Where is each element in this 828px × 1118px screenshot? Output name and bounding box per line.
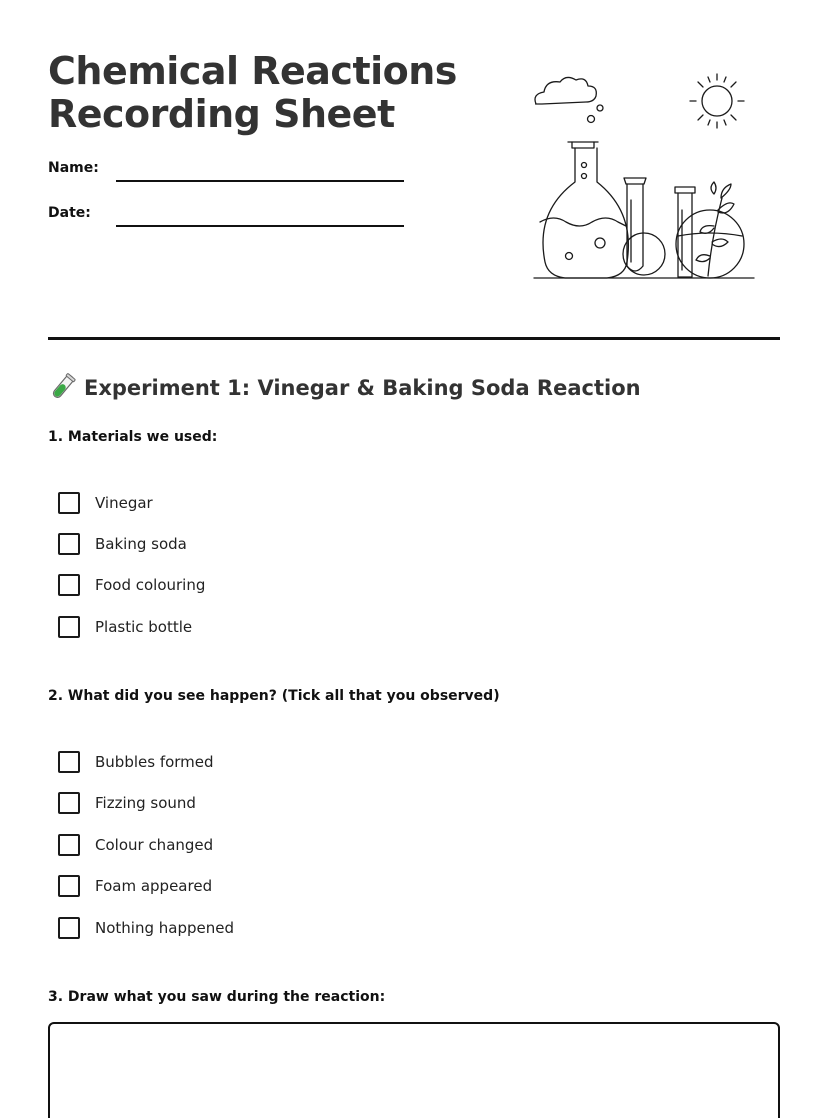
test-tube-stand-icon — [623, 178, 665, 275]
experiment-heading — [48, 373, 641, 403]
section-divider — [48, 337, 780, 340]
date-field[interactable] — [116, 225, 404, 227]
checkbox-label: Nothing happened — [95, 919, 234, 937]
checkbox-row-bubbles[interactable] — [58, 750, 214, 774]
question-2-label: 2. What did you see happen? (Tick all that you observed) — [48, 688, 500, 704]
name-field[interactable] — [116, 180, 404, 182]
checkbox-label: Vinegar — [95, 494, 153, 512]
checkbox-row-fizzing[interactable] — [58, 791, 196, 815]
checkbox-row-food-colouring[interactable] — [58, 573, 205, 597]
question-3-label: 3. Draw what you saw during the reaction: — [48, 989, 386, 1005]
checkbox-row-vinegar[interactable] — [58, 491, 153, 515]
plant-bowl-icon — [676, 182, 744, 278]
experiment-title: Experiment 1: Vinegar & Baking Soda Reaction — [84, 376, 641, 400]
checkbox-label: Foam appeared — [95, 877, 213, 895]
checkbox[interactable] — [58, 533, 80, 555]
title-line-1: Chemical Reactions — [48, 49, 457, 93]
checkbox-row-plastic-bottle[interactable] — [58, 615, 192, 639]
checkbox[interactable] — [58, 616, 80, 638]
title-line-2: Recording Sheet — [48, 92, 395, 136]
drawing-area[interactable] — [48, 1022, 780, 1118]
date-label: Date: — [48, 205, 91, 221]
checkbox-label: Colour changed — [95, 836, 214, 854]
question-1-label: 1. Materials we used: — [48, 429, 218, 445]
checkbox[interactable] — [58, 917, 80, 939]
cloud-icon — [535, 77, 596, 104]
checkbox-label: Baking soda — [95, 535, 187, 553]
sun-icon — [690, 74, 744, 128]
flask-icon — [540, 142, 628, 278]
checkbox-row-baking-soda[interactable] — [58, 532, 187, 556]
name-label: Name: — [48, 160, 99, 176]
checkbox[interactable] — [58, 751, 80, 773]
checkbox[interactable] — [58, 792, 80, 814]
checkbox-label: Bubbles formed — [95, 753, 214, 771]
checkbox-row-colour-changed[interactable] — [58, 833, 213, 857]
checkbox[interactable] — [58, 875, 80, 897]
page-title — [48, 50, 468, 136]
checkbox[interactable] — [58, 574, 80, 596]
checkbox[interactable] — [58, 834, 80, 856]
checkbox-row-foam[interactable] — [58, 874, 212, 898]
checkbox-label: Plastic bottle — [95, 618, 193, 636]
lab-glassware-illustration — [528, 70, 760, 285]
checkbox-row-nothing[interactable] — [58, 916, 234, 940]
checkbox-label: Food colouring — [95, 576, 206, 594]
test-tube-icon — [48, 373, 76, 403]
checkbox[interactable] — [58, 492, 80, 514]
checkbox-label: Fizzing sound — [95, 794, 196, 812]
